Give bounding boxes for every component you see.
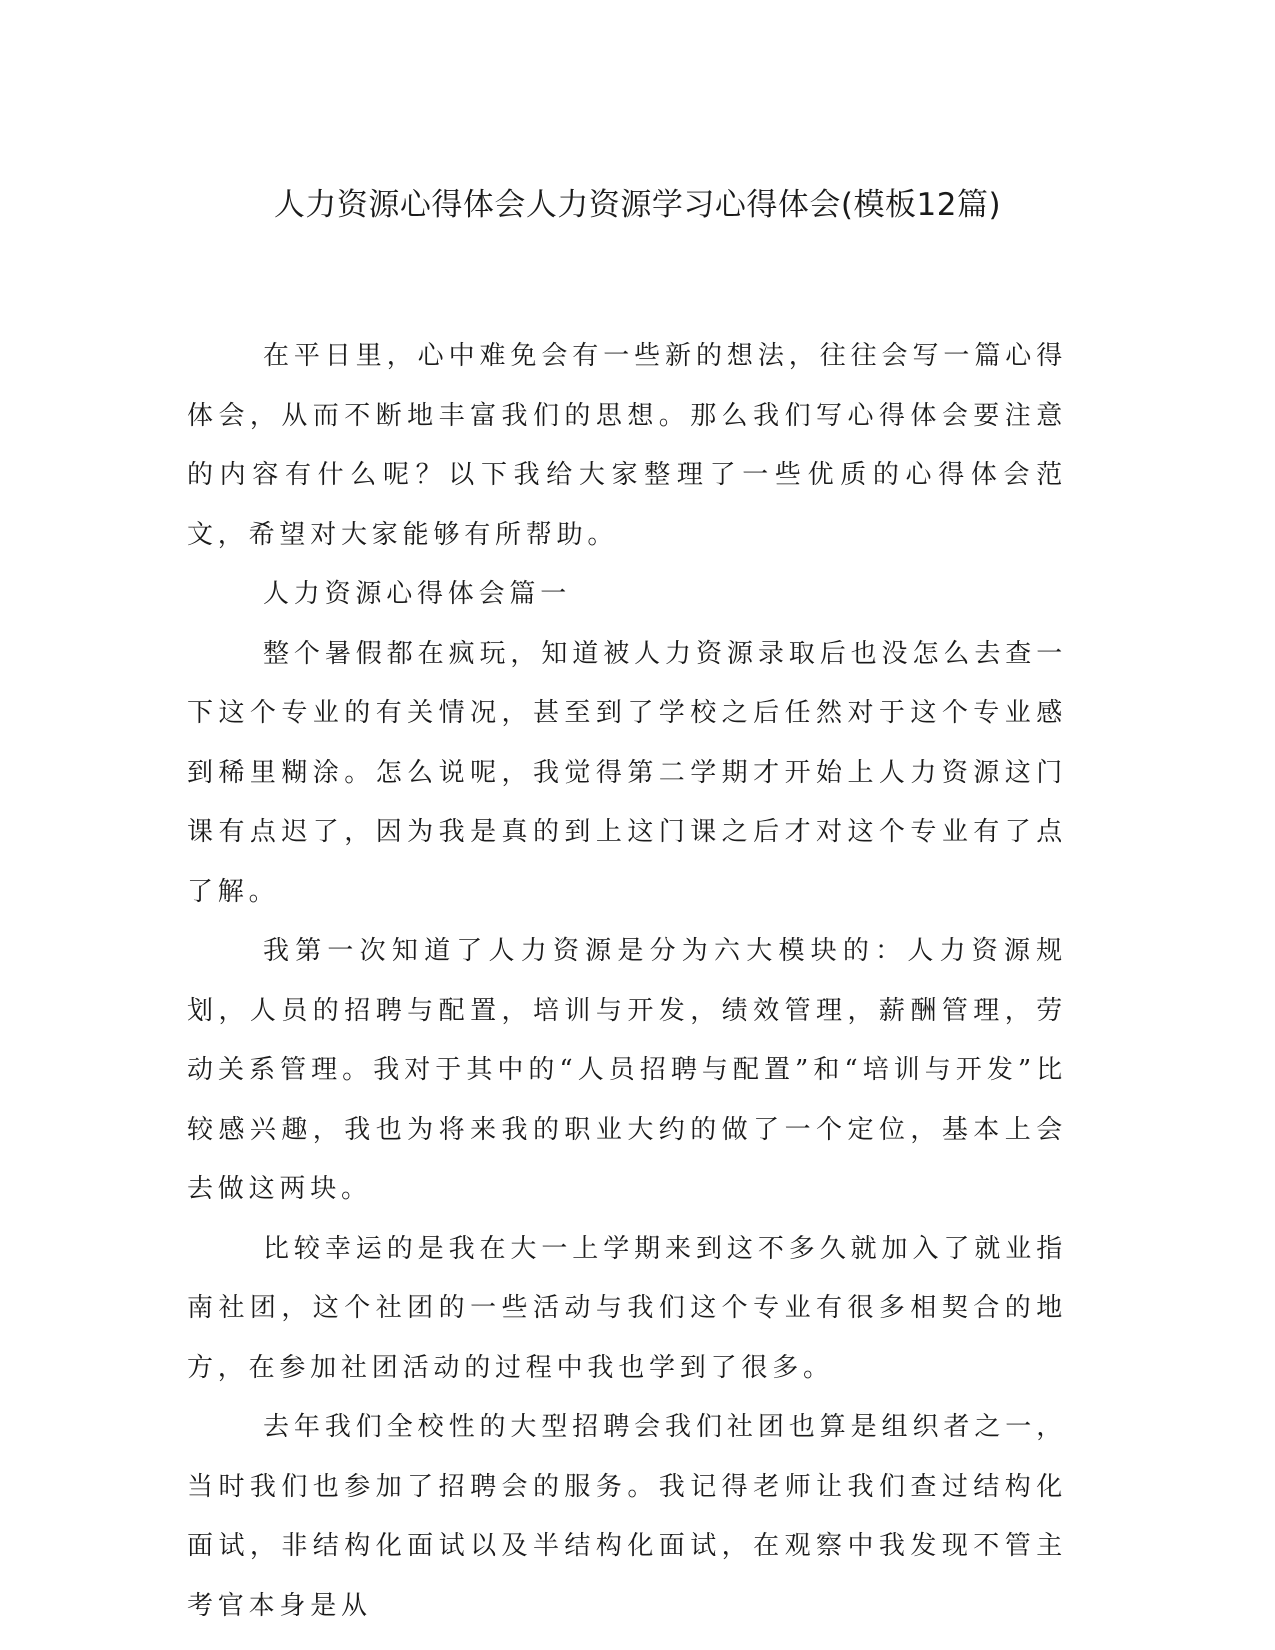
body-paragraph: 比较幸运的是我在大一上学期来到这不多久就加入了就业指南社团，这个社团的一些活动与我们这个专业有很多相契合的地方，在参加社团活动的过程中我也学到了很多。 — [187, 1233, 1067, 1383]
document-body — [187, 327, 1067, 1636]
section-heading: 人力资源心得体会篇一 — [263, 579, 572, 609]
body-paragraph: 去年我们全校性的大型招聘会我们社团也算是组织者之一，当时我们也参加了招聘会的服务。我记得老师让我们查过结构化面试，非结构化面试以及半结构化面试，在观察中我发现不管主考官本身是从 — [187, 1412, 1067, 1621]
document-title: 人力资源心得体会人力资源学习心得体会(模板12篇) — [273, 187, 1002, 223]
body-paragraph: 我第一次知道了人力资源是分为六大模块的：人力资源规划，人员的招聘与配置，培训与开发，绩效管理，薪酬管理，劳动关系管理。我对于其中的“人员招聘与配置”和“培训与开发”比较感兴趣，我也为将来我的职业大约的做了一个定位，基本上会去做这两块。 — [187, 936, 1067, 1204]
intro-paragraph: 在平日里，心中难免会有一些新的想法，往往会写一篇心得体会，从而不断地丰富我们的思想。那么我们写心得体会要注意的内容有什么呢？以下我给大家整理了一些优质的心得体会范文，希望对大家能够有所帮助。 — [187, 341, 1067, 550]
body-paragraph: 整个暑假都在疯玩，知道被人力资源录取后也没怎么去查一下这个专业的有关情况，甚至到了学校之后任然对于这个专业感到稀里糊涂。怎么说呢，我觉得第二学期才开始上人力资源这门课有点迟了，因为我是真的到上这门课之后才对这个专业有了点了解。 — [187, 638, 1067, 907]
